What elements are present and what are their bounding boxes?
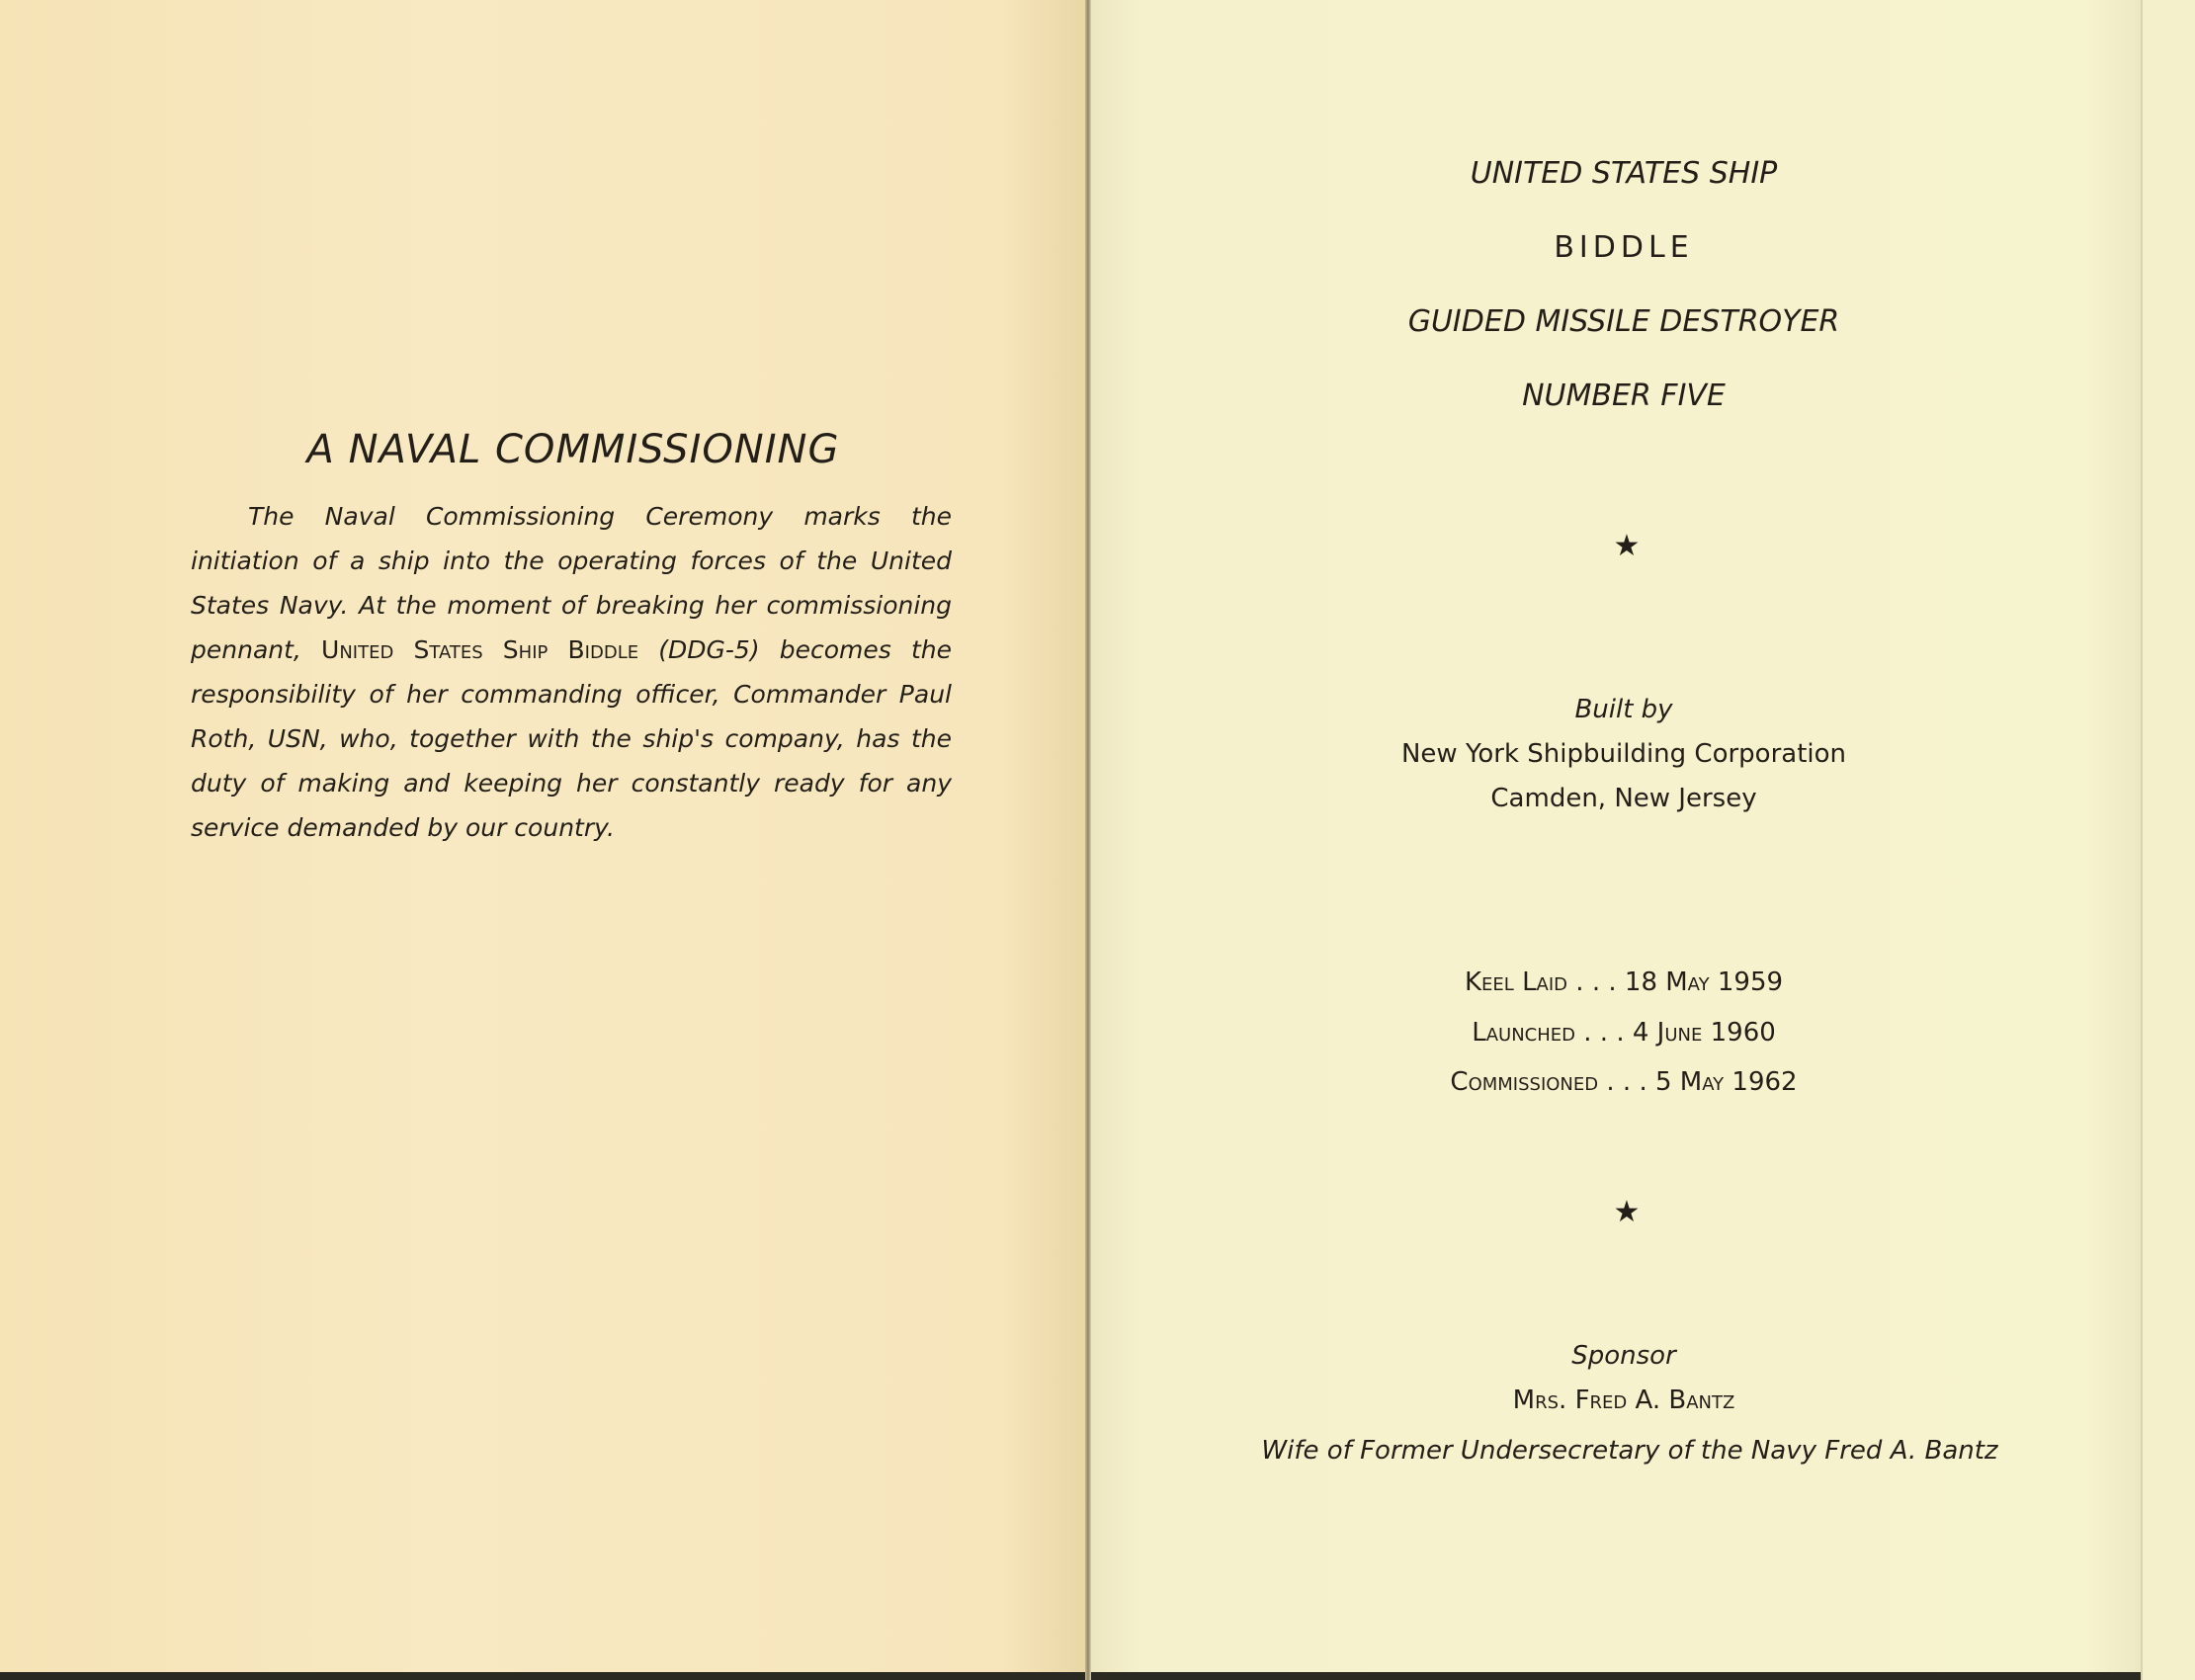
body-paragraph <box>191 494 952 850</box>
built-by-label: Built by <box>1574 695 1673 724</box>
book-gutter <box>1085 0 1091 1680</box>
heading-line: NUMBER FIVE <box>1522 378 1726 413</box>
milestone-label: Keel Laid <box>1464 967 1568 997</box>
milestone-label: Commissioned <box>1450 1067 1599 1097</box>
sponsor-name: Mrs. Fred A. Bantz <box>1512 1386 1735 1415</box>
milestone-date: 18 May 1959 <box>1624 967 1784 997</box>
milestone-date: 4 June 1960 <box>1632 1018 1776 1048</box>
milestone-separator: . . . <box>1598 1067 1655 1097</box>
milestone-launched <box>1472 1018 1776 1048</box>
builder-location: Camden, New Jersey <box>1490 784 1757 813</box>
builder-name: New York Shipbuilding Corporation <box>1400 739 1847 769</box>
milestone-label: Launched <box>1472 1018 1575 1048</box>
sponsor-label: Sponsor <box>1571 1341 1676 1371</box>
heading-line: GUIDED MISSILE DESTROYER <box>1407 304 1840 339</box>
milestone-commissioned <box>1450 1067 1797 1097</box>
paragraph-text: (DDG-5) becomes the responsibility of her commanding officer, Commander Paul Roth, USN, who, together with the ship's company, has the duty of making and keeping her constantly ready for any service demanded by our country. <box>191 635 952 842</box>
ship-name: United States Ship Biddle <box>321 635 639 664</box>
milestone-date: 5 May 1962 <box>1654 1067 1798 1097</box>
sponsor-description: Wife of Former Undersecretary of the Navy Fred A. Bantz <box>1261 1436 1998 1466</box>
paragraph-text: The Naval Commissioning Ceremony marks the initiation of a ship into the operating forces of the United States Navy. At the moment of breaking her commissioning pennant, <box>191 502 952 664</box>
page-edge <box>2141 0 2195 1680</box>
milestone-separator: . . . <box>1575 1018 1633 1048</box>
page-title: A NAVAL COMMISSIONING <box>306 427 840 472</box>
ship-name-heading: BIDDLE <box>1554 230 1694 265</box>
milestone-separator: . . . <box>1567 967 1625 997</box>
star-icon: ★ <box>1613 529 1641 563</box>
milestone-keel-laid <box>1465 967 1783 997</box>
star-icon: ★ <box>1613 1195 1641 1229</box>
heading-line: UNITED STATES SHIP <box>1470 156 1778 191</box>
